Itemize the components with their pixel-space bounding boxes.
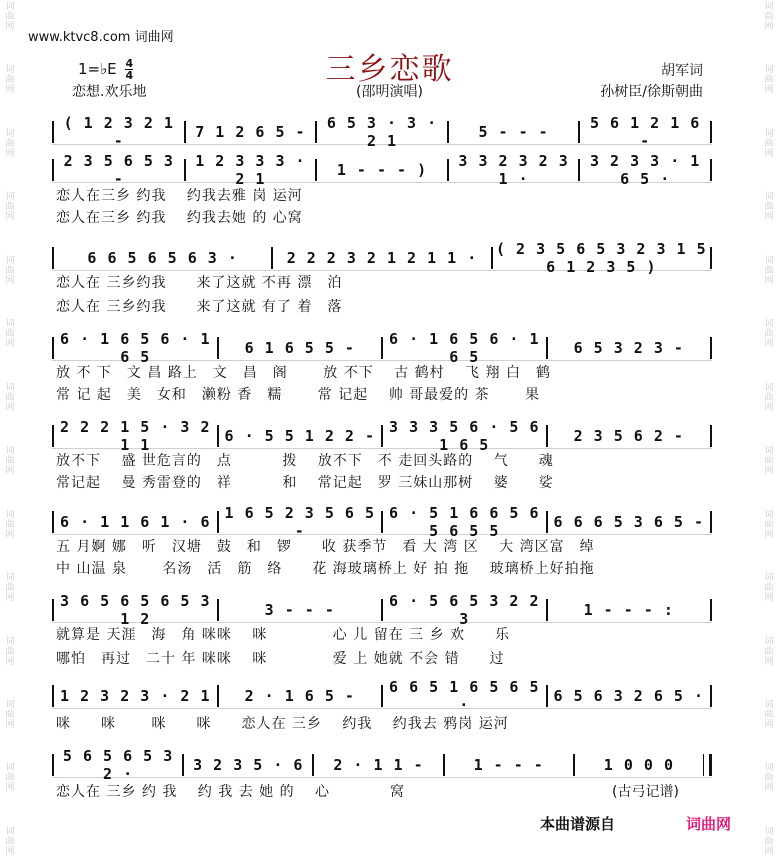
measure: 1 0 0 0	[603, 756, 675, 774]
tempo-mood: 恋想.欢乐地	[72, 84, 147, 100]
lyric-line: 就算是 天涯 海 角 咪咪 咪 心 儿 留在 三 乡 欢 乐	[56, 627, 511, 643]
measure: 6 · 5 5 1 2 2 -	[224, 427, 375, 445]
measure: 3 - - -	[264, 601, 335, 619]
measure: 1 - - -	[473, 756, 544, 774]
watermark-text: 词 曲 网	[5, 509, 15, 540]
lyric-line: 恋人在 三乡约我 来了这就 不再 漂 泊	[56, 275, 343, 291]
watermark-text: 词 曲 网	[764, 636, 774, 667]
key-label: 1=♭E	[78, 60, 117, 78]
watermark-text: 词 曲 网	[5, 636, 15, 667]
site-url[interactable]: www.ktvc8.com 词曲网	[28, 30, 174, 45]
lyric-line: 恋人在 三乡约我 来了这就 有了 着 落	[56, 299, 343, 315]
lyric-line: 中 山温 泉 名汤 活 筋 络 花 海玻璃桥上 好 拍 拖 玻璃桥上好拍拖	[56, 561, 595, 577]
watermark-strip-right	[761, 0, 777, 859]
watermark-text: 词 曲 网	[5, 573, 15, 604]
watermark-text: 词 曲 网	[5, 382, 15, 413]
watermark-text: 词 曲 网	[5, 319, 15, 350]
measure: 1 2 3 3 3 · 2 1	[195, 152, 306, 188]
measure: 1 - - - :	[583, 601, 674, 619]
measure: 6 · 5 1 6 6 5 6 5 6 5 5	[389, 504, 540, 540]
watermark-text: 词 曲 网	[5, 128, 15, 159]
measure: 2 2 2 1 5 · 3 2 1 1	[60, 418, 211, 454]
measure: 2 · 1 6 5 -	[244, 687, 355, 705]
watermark-text: 词 曲 网	[5, 446, 15, 477]
lyric-line: 恋人在三乡 约我 约我去她 的 心窝	[56, 210, 303, 226]
time-signature	[125, 58, 133, 81]
score-system	[52, 592, 712, 628]
measure: 1 - - - )	[336, 161, 428, 179]
song-title: 三乡恋歌	[325, 52, 454, 87]
singer-credit: (邵明演唱)	[356, 84, 423, 100]
watermark-text: 词 曲 网	[764, 192, 774, 223]
score-system	[52, 504, 712, 540]
watermark-text: 词 曲 网	[764, 826, 774, 857]
measure: 5 - - -	[478, 123, 549, 141]
barline	[710, 511, 712, 533]
measure: 3 3 2 3 2 3 1 ·	[458, 152, 569, 188]
measure: 6 · 1 6 5 6 · 1 6 5	[389, 330, 540, 366]
barline	[710, 121, 712, 143]
composer-credit: 孙树臣/徐斯朝曲	[600, 84, 703, 100]
lyric-line: 放 不 下 文 昌 路上 文 昌 阁 放 不下 古 鹤村 飞 翔 白 鹤	[56, 365, 551, 381]
measure: 2 · 1 1 -	[333, 756, 424, 774]
time-signature-bottom: 4	[125, 69, 134, 82]
watermark-text: 词 曲 网	[5, 763, 15, 794]
watermark-text: 词 曲 网	[764, 319, 774, 350]
watermark-text: 词 曲 网	[764, 763, 774, 794]
measure: 3 6 5 6 5 6 5 3 1 2	[60, 592, 211, 628]
measure: 6 5 3 · 3 · 2 1	[326, 114, 438, 150]
measure: 6 6 6 5 3 6 5 -	[553, 513, 704, 531]
measure: ( 1 2 3 2 1 -	[63, 114, 174, 150]
lyric-line: 咪 咪 咪 咪 恋人在 三乡 约我 约我去 鸦岗 运河	[56, 716, 509, 732]
key-signature	[78, 58, 133, 81]
watermark-text: 词 曲 网	[5, 255, 15, 286]
watermark-text: 词 曲 网	[764, 446, 774, 477]
score-system	[52, 330, 712, 366]
lyric-line: 常 记 起 美 女和 濑粉 香 糯 常 记起 帅 哥最爱的 茶 果	[56, 387, 541, 403]
lyric-line: 常记起 曼 秀雷登的 祥 和 常记起 罗 三妹山那树 婆 娑	[56, 475, 554, 491]
brand-logo[interactable]: 词曲网	[686, 815, 732, 833]
measure: 3 2 3 5 · 6	[193, 756, 304, 774]
watermark-text: 词 曲 网	[5, 2, 15, 32]
measure: 6 · 1 1 6 1 · 6	[60, 513, 211, 531]
score-system	[52, 678, 712, 714]
watermark-text: 词 曲 网	[764, 699, 774, 730]
watermark-text: 词 曲 网	[764, 255, 774, 286]
measure: 1 6 5 2 3 5 6 5 -	[224, 504, 375, 540]
lyricist-credit: 胡军词	[661, 63, 703, 79]
barline	[710, 425, 712, 447]
watermark-text: 词 曲 网	[5, 65, 15, 96]
measure: 2 3 5 6 2 -	[573, 427, 684, 445]
score-system	[52, 747, 712, 783]
measure: 6 1 6 5 5 -	[244, 339, 355, 357]
score-system	[52, 418, 712, 454]
barline	[710, 337, 712, 359]
measure: 6 · 1 6 5 6 · 1 6 5	[60, 330, 211, 366]
measure: 6 5 3 2 3 -	[573, 339, 684, 357]
measure: 7 1 2 6 5 -	[195, 123, 306, 141]
watermark-text: 词 曲 网	[764, 128, 774, 159]
barline	[710, 599, 712, 621]
measure: 6 6 5 6 5 6 3 ·	[87, 249, 238, 267]
watermark-text: 词 曲 网	[764, 2, 774, 32]
lyric-line: 放不下 盛 世危言的 点 拨 放不下 不 走回头路的 气 魂	[56, 453, 554, 469]
measure: 5 6 1 2 1 6 -	[590, 114, 701, 150]
watermark-text: 词 曲 网	[5, 192, 15, 223]
transcriber-credit: (古弓记谱)	[612, 784, 679, 800]
measure: 2 3 5 6 5 3 -	[63, 152, 174, 188]
measure: 6 6 5 1 6 5 6 5 ·	[389, 678, 540, 714]
lyric-line: 哪怕 再过 二十 年 咪咪 咪 爱 上 她就 不会 错 过	[56, 651, 505, 667]
measure: 3 2 3 3 · 1 6 5 ·	[590, 152, 701, 188]
source-label: 本曲谱源自	[540, 815, 616, 833]
measure: 3 3 3 5 6 · 5 6 1 6 5	[389, 418, 540, 454]
lyric-line: 五 月婀 娜 听 汉塘 鼓 和 锣 收 获季节 看 大 湾 区 大 湾区富 绰	[56, 539, 595, 555]
measure: 6 5 6 3 2 6 5 ·	[553, 687, 704, 705]
measure: 6 · 5 6 5 3 2 2 3	[389, 592, 540, 628]
watermark-text: 词 曲 网	[5, 699, 15, 730]
lyric-line: 恋人在 三乡 约 我 约 我 去 她 的 心 窝	[56, 784, 406, 800]
measure: 1 2 3 2 3 · 2 1	[60, 687, 211, 705]
watermark-strip-left	[2, 0, 18, 859]
watermark-text: 词 曲 网	[764, 65, 774, 96]
barline	[710, 685, 712, 707]
watermark-text: 词 曲 网	[764, 573, 774, 604]
score-system	[52, 114, 712, 150]
watermark-text: 词 曲 网	[764, 382, 774, 413]
watermark-text: 词 曲 网	[764, 509, 774, 540]
measure: 5 6 5 6 5 3 2 ·	[62, 747, 174, 783]
watermark-text: 词 曲 网	[5, 826, 15, 857]
barline	[710, 247, 712, 269]
score-system	[52, 152, 712, 188]
final-barline	[703, 754, 712, 776]
measure: ( 2 3 5 6 5 3 2 3 1 5 6 1 2 3 5 )	[495, 240, 707, 276]
measure: 2 2 2 3 2 1 2 1 1 ·	[286, 249, 478, 267]
time-signature-top: 4	[125, 57, 134, 70]
barline	[710, 159, 712, 181]
score-system	[52, 240, 712, 276]
lyric-line: 恋人在三乡 约我 约我去雅 岗 运河	[56, 188, 303, 204]
